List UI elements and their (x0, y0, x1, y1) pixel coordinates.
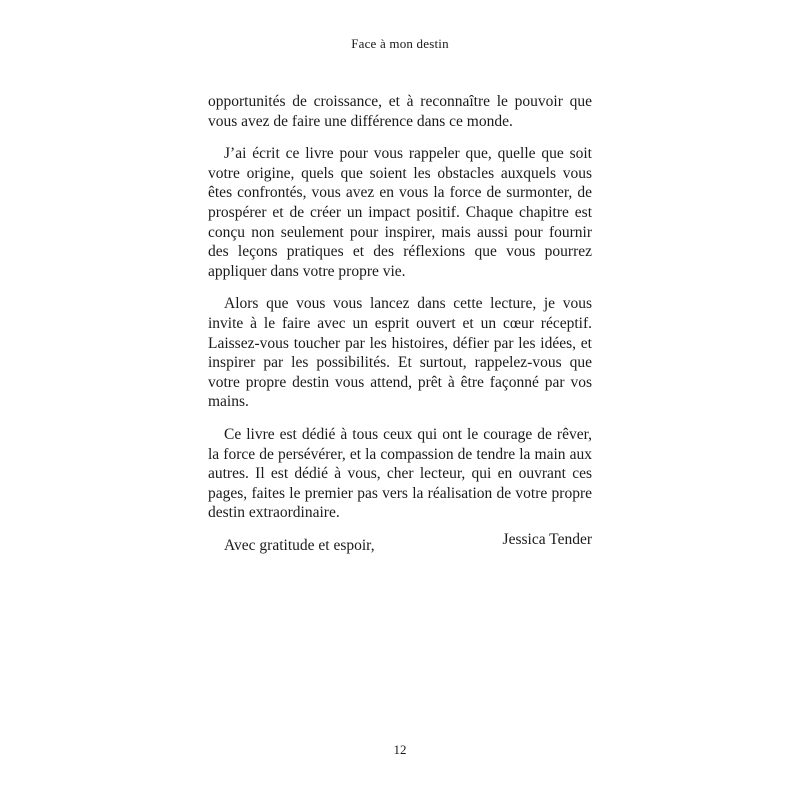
paragraph: J’ai écrit ce livre pour vous rappeler que, quelle que soit votre origine, quels que soient les obstacles auxquels vous êtes confrontés, vous avez en vous la force de surmonter, de prospérer et de créer un impact positif. Chaque chapitre est conçu non seulement pour inspirer, mais aussi pour fournir des leçons pratiques et des réflexions que vous pourrez appliquer dans votre propre vie. (208, 145, 592, 280)
paragraph-continued: opportunités de croissance, et à reconnaître le pouvoir que vous avez de faire une différence dans ce monde. (208, 93, 592, 130)
author-signature: Jessica Tender (502, 531, 592, 548)
paragraph: Alors que vous vous lancez dans cette lecture, je vous invite à le faire avec un esprit ouvert et un cœur réceptif. Laissez-vous toucher par les histoires, défier par les idées, et inspirer par les possibilités. Et surtout, rappelez-vous que votre propre destin vous attend, prêt à être façonné par vos mains. (208, 295, 592, 411)
body-text (208, 92, 592, 555)
running-head-title: Face à mon destin (351, 36, 449, 51)
closing-line: Avec gratitude et espoir, (224, 536, 375, 554)
page-number: 12 (393, 742, 407, 757)
paragraph: Ce livre est dédié à tous ceux qui ont le courage de rêver, la force de persévérer, et la compassion de tendre la main aux autres. Il est dédié à vous, cher lecteur, qui en ouvrant ces pages, faites le premier pas vers la réalisation de votre propre destin extraordinaire. (208, 425, 592, 522)
